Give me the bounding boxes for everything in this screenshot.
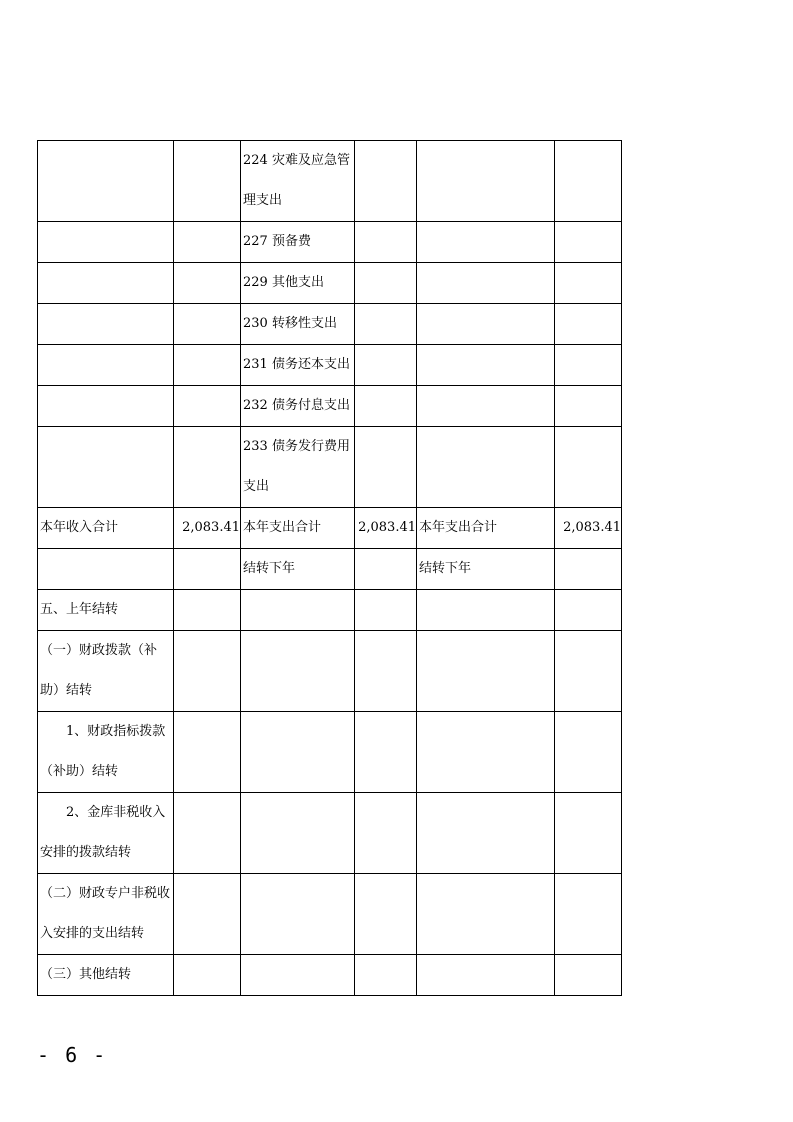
table-cell (555, 222, 622, 263)
table-cell (417, 590, 555, 631)
table-cell (241, 590, 355, 631)
table-row (38, 508, 622, 549)
table-cell: 2,083.41 (555, 508, 622, 549)
table-cell (38, 304, 174, 345)
table-row (38, 141, 622, 222)
table-cell (555, 590, 622, 631)
table-cell: 五、上年结转 (38, 590, 174, 631)
table-row (38, 590, 622, 631)
table-cell: 233 债务发行费用支出 (241, 427, 355, 508)
table-cell: 2、金库非税收入安排的拨款结转 (38, 793, 174, 874)
table-cell: 本年支出合计 (417, 508, 555, 549)
table-row (38, 304, 622, 345)
table-cell (417, 386, 555, 427)
table-cell (38, 141, 174, 222)
table-cell (174, 874, 241, 955)
table-cell: 231 债务还本支出 (241, 345, 355, 386)
table-cell (38, 222, 174, 263)
table-cell (241, 955, 355, 996)
table-cell (355, 263, 417, 304)
table-cell (174, 263, 241, 304)
table-cell (417, 712, 555, 793)
table-cell: 232 债务付息支出 (241, 386, 355, 427)
table-cell (555, 141, 622, 222)
table-cell (355, 712, 417, 793)
table-row (38, 386, 622, 427)
table-cell (417, 263, 555, 304)
table-cell (555, 304, 622, 345)
table-cell (174, 222, 241, 263)
table-cell (555, 386, 622, 427)
table-cell (241, 712, 355, 793)
table-cell (355, 345, 417, 386)
table-cell (355, 222, 417, 263)
table-cell (355, 386, 417, 427)
table-cell (174, 549, 241, 590)
table-cell (555, 263, 622, 304)
table-cell (174, 386, 241, 427)
table-row (38, 712, 622, 793)
table-cell (38, 345, 174, 386)
table-cell (355, 549, 417, 590)
table-cell (355, 590, 417, 631)
table-cell (38, 263, 174, 304)
table-cell (38, 386, 174, 427)
table-cell (174, 955, 241, 996)
table-cell (241, 793, 355, 874)
table-cell (174, 427, 241, 508)
table-cell: （一）财政拨款（补助）结转 (38, 631, 174, 712)
table-cell: 结转下年 (417, 549, 555, 590)
table-cell (174, 793, 241, 874)
table-cell (417, 955, 555, 996)
table-row (38, 345, 622, 386)
table-cell (241, 631, 355, 712)
table-cell (417, 631, 555, 712)
table-cell (417, 874, 555, 955)
table-cell (555, 793, 622, 874)
table-row (38, 549, 622, 590)
table-cell (355, 793, 417, 874)
table-cell (174, 712, 241, 793)
table-cell (355, 874, 417, 955)
table-row (38, 427, 622, 508)
table-row (38, 631, 622, 712)
table-cell (555, 345, 622, 386)
table-cell (174, 631, 241, 712)
table-cell: （二）财政专户非税收入安排的支出结转 (38, 874, 174, 955)
table-cell: 结转下年 (241, 549, 355, 590)
table-cell (355, 141, 417, 222)
budget-table (37, 140, 622, 996)
table-cell (174, 345, 241, 386)
table-cell: 2,083.41 (174, 508, 241, 549)
table-cell: 2,083.41 (355, 508, 417, 549)
table-row (38, 874, 622, 955)
table-cell: 229 其他支出 (241, 263, 355, 304)
table-cell: 本年收入合计 (38, 508, 174, 549)
table-cell: 227 预备费 (241, 222, 355, 263)
table-cell (355, 427, 417, 508)
table-row (38, 793, 622, 874)
table-row (38, 222, 622, 263)
table-cell (417, 345, 555, 386)
table-cell (555, 712, 622, 793)
table-cell (38, 427, 174, 508)
table-cell (555, 874, 622, 955)
table-cell (417, 304, 555, 345)
table-cell: （三）其他结转 (38, 955, 174, 996)
table-cell (355, 631, 417, 712)
table-cell (241, 874, 355, 955)
table-cell (555, 427, 622, 508)
table-cell: 1、财政指标拨款（补助）结转 (38, 712, 174, 793)
table-row (38, 955, 622, 996)
table-row (38, 263, 622, 304)
table-cell: 本年支出合计 (241, 508, 355, 549)
table-cell (555, 631, 622, 712)
table-cell (417, 222, 555, 263)
table-cell: 230 转移性支出 (241, 304, 355, 345)
table-cell (417, 427, 555, 508)
table-cell (38, 549, 174, 590)
table-cell (555, 955, 622, 996)
table-cell (555, 549, 622, 590)
table-cell (174, 141, 241, 222)
table-cell (355, 304, 417, 345)
table-cell (417, 141, 555, 222)
table-cell (417, 793, 555, 874)
table-cell (174, 590, 241, 631)
table-cell: 224 灾难及应急管理支出 (241, 141, 355, 222)
page-number: - 6 - (37, 1043, 108, 1067)
table-cell (174, 304, 241, 345)
table-cell (355, 955, 417, 996)
